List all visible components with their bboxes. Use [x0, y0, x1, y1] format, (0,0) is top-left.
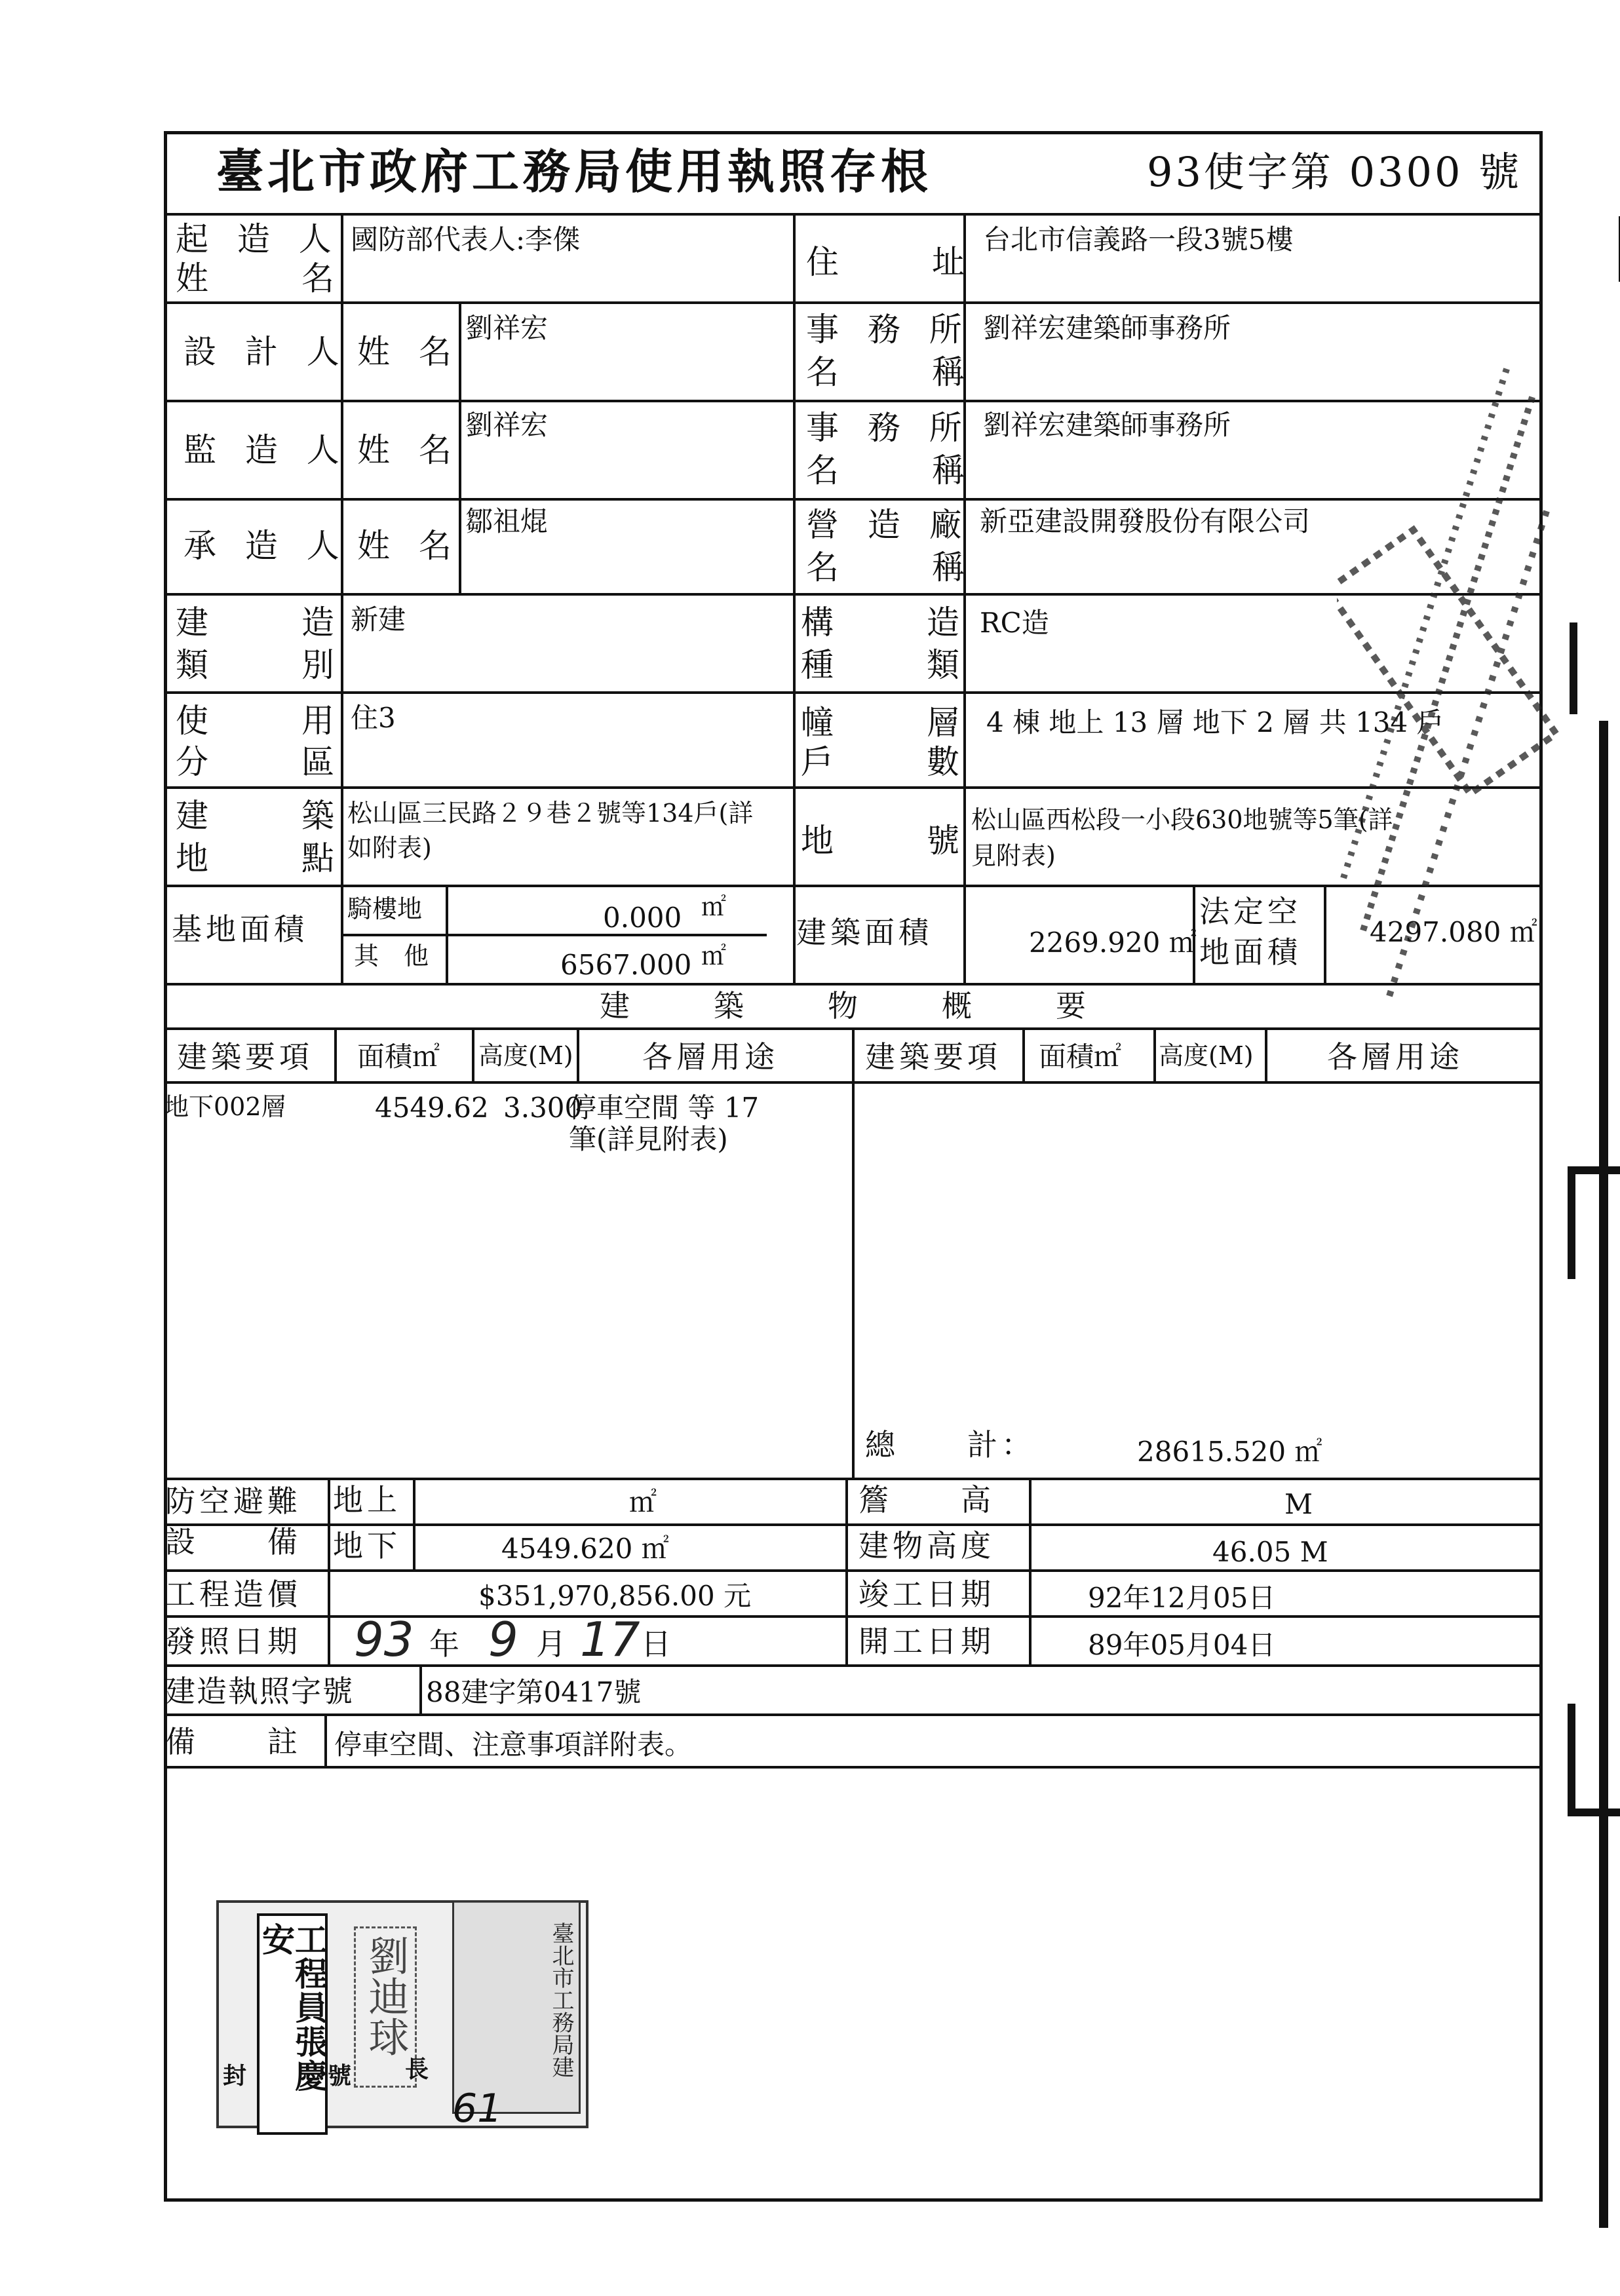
issue-month-suffix: 月 [536, 1626, 570, 1662]
col-line [413, 1478, 415, 1569]
col-line [328, 1478, 330, 1664]
lot-value-1: 松山區西松段一小段630地號等5筆(詳 [971, 805, 1393, 834]
other-area: 6567.000 [560, 949, 692, 981]
address-value: 台北市信義路一段3號5樓 [983, 223, 1294, 256]
supervisor-name: 劉祥宏 [465, 409, 549, 441]
right-edge-bar [1599, 721, 1608, 2228]
use-zone-value: 住3 [351, 702, 396, 734]
cost-label: 工程造價 [165, 1577, 301, 1612]
col-line [419, 1664, 422, 1713]
remarks-label: 備 註 [165, 1724, 301, 1759]
col-line [793, 213, 796, 983]
structure-label-2: 種 類 [801, 646, 969, 684]
build-type-value: 新建 [351, 603, 406, 636]
site-label-1: 建 築 [176, 797, 343, 835]
eave-value: M [1284, 1488, 1313, 1520]
designer-label: 設 計 人 [183, 333, 349, 371]
cost-value: $351,970,856.00 元 [478, 1580, 752, 1612]
row-line [164, 786, 1543, 789]
seal-initial: 61 [452, 2086, 503, 2132]
use-zone-label-2: 分 區 [176, 743, 343, 781]
floors-label-1: 幢 層 [801, 704, 969, 742]
issue-day: 17 [580, 1612, 640, 1667]
designer-office-label-2: 名 稱 [806, 353, 974, 391]
city-seal-text: 臺北市工務局建 [548, 1922, 574, 2078]
row-line [164, 1478, 1543, 1480]
company-label-2: 名 稱 [806, 548, 974, 586]
col-line [1029, 1478, 1032, 1664]
col-line [845, 1478, 848, 1664]
col-height-right: 高度(M) [1159, 1041, 1254, 1070]
col-area-left: 面積㎡ [357, 1041, 440, 1073]
floors-value: 4 棟 地上 13 層 地下 2 層 共 134 戶 [986, 706, 1444, 738]
builder-label-1: 起 造 人 [176, 220, 341, 258]
row-line [164, 498, 1543, 501]
col-area-right: 面積㎡ [1039, 1041, 1122, 1073]
floor-use-2: 筆(詳見附表) [569, 1123, 728, 1155]
floor-item: 地下002層 [164, 1092, 286, 1121]
builder-label-2: 姓 名 [176, 259, 343, 297]
col-item-right: 建築要項 [865, 1039, 1001, 1075]
engineer-stamp [257, 1913, 328, 2135]
floor-area: 4549.62 [375, 1092, 489, 1124]
other-unit: ㎡ [701, 942, 727, 970]
col-line [324, 1713, 327, 1766]
contractor-label: 承 造 人 [183, 527, 349, 565]
contractor-company: 新亞建設開發股份有限公司 [980, 505, 1311, 537]
designer-name: 劉祥宏 [465, 312, 549, 344]
col-line [1153, 1027, 1156, 1081]
edge-artifact [1570, 622, 1617, 714]
col-height-left: 高度(M) [478, 1041, 573, 1070]
total-label: 總 計： [865, 1427, 1035, 1463]
page-title: 臺北市政府工務局使用執照存根 [216, 144, 933, 199]
col-line [1265, 1027, 1267, 1081]
name-seal-text: 劉迪球 [362, 1935, 410, 2057]
shelter-label-2: 設 備 [165, 1524, 301, 1559]
floor-height: 3.300 [503, 1092, 583, 1124]
row-line [164, 983, 1543, 985]
col-line [852, 1027, 855, 1478]
contractor-name-label: 姓 名 [357, 527, 461, 565]
edge-artifact [1568, 1704, 1620, 1816]
issue-month: 9 [488, 1612, 518, 1667]
issue-year-suffix: 年 [429, 1626, 463, 1662]
supervisor-office-label-1: 事 務 所 [806, 409, 971, 447]
row-line [164, 1766, 1543, 1769]
edge-artifact [1568, 1166, 1620, 1279]
col-line [1324, 885, 1326, 983]
structure-value: RC造 [980, 607, 1049, 639]
eave-label: 簷 高 [858, 1482, 995, 1518]
structure-label-1: 構 造 [801, 603, 969, 641]
shelter-above-value: ㎡ [629, 1486, 657, 1518]
row-line [164, 593, 1543, 596]
builder-value: 國防部代表人:李傑 [351, 223, 581, 256]
bldg-height-label: 建物高度 [858, 1528, 995, 1563]
complete-date-value: 92年12月05日 [1088, 1582, 1276, 1614]
seal-left-char: 封 [223, 2062, 247, 2090]
row-line [164, 1569, 1543, 1572]
row-line [164, 301, 1543, 304]
row-line [341, 934, 767, 936]
shelter-above-label: 地上 [333, 1482, 401, 1518]
supervisor-label: 監 造 人 [183, 431, 349, 469]
complete-date-label: 竣工日期 [858, 1577, 995, 1612]
supervisor-office-label-2: 名 稱 [806, 451, 974, 489]
bldg-height-value: 46.05 M [1212, 1536, 1328, 1568]
issue-date-label: 發照日期 [165, 1624, 301, 1659]
floors-label-2: 戶 數 [801, 743, 969, 781]
contractor-name: 鄒祖焜 [465, 505, 549, 537]
edge-artifact [1566, 216, 1620, 282]
other-label: 其 他 [354, 942, 429, 970]
address-label: 住 址 [806, 243, 974, 281]
building-area-label: 建築面積 [796, 915, 933, 950]
start-date-label: 開工日期 [858, 1624, 995, 1659]
seal-mid-char: 號 [328, 2062, 352, 2090]
build-permit-value: 88建字第0417號 [426, 1676, 642, 1708]
col-line [472, 1027, 474, 1081]
row-line [164, 1713, 1543, 1716]
lot-label: 地 號 [801, 822, 969, 860]
designer-office: 劉祥宏建築師事務所 [983, 312, 1231, 344]
shelter-below-value: 4549.620 ㎡ [501, 1533, 669, 1565]
shelter-below-label: 地下 [333, 1528, 401, 1563]
arcade-unit: ㎡ [701, 892, 727, 921]
row-line [164, 400, 1543, 402]
build-type-label-2: 類 別 [176, 646, 343, 684]
building-area-value: 2269.920 ㎡ [1029, 927, 1197, 959]
site-value-1: 松山區三民路２９巷２號等134戶(詳 [347, 799, 754, 828]
site-label-2: 地 點 [176, 839, 343, 877]
arcade-label: 騎樓地 [347, 894, 423, 923]
build-type-label-1: 建 造 [176, 603, 343, 641]
open-space-label-2: 地面積 [1199, 934, 1302, 970]
col-line [446, 885, 448, 983]
col-line [334, 1027, 337, 1081]
site-value-2: 如附表) [347, 833, 432, 862]
row-line [164, 1523, 1543, 1526]
col-item-left: 建築要項 [177, 1039, 313, 1075]
seal-chief-char: 長 [405, 2056, 429, 2083]
use-zone-label-1: 使 用 [176, 702, 343, 740]
total-value: 28615.520 ㎡ [1137, 1436, 1322, 1468]
col-use-right: 各層用途 [1327, 1039, 1463, 1075]
col-line [1022, 1027, 1025, 1081]
engineer-stamp-text: 工程員張慶安 [257, 1923, 328, 2093]
open-space-value: 4297.080 ㎡ [1370, 916, 1537, 948]
row-line [164, 885, 1543, 887]
title-divider [164, 213, 1543, 216]
city-seal [452, 1900, 581, 2114]
issue-year: 93 [354, 1612, 414, 1667]
designer-name-label: 姓 名 [357, 333, 461, 371]
col-use-left: 各層用途 [642, 1039, 779, 1075]
shelter-label-1: 防空避難 [165, 1483, 301, 1519]
arcade-area: 0.000 [603, 902, 682, 934]
floor-use-1: 停車空間 等 17 [569, 1092, 760, 1124]
open-space-label-1: 法定空 [1199, 894, 1302, 929]
company-label-1: 營 造 廠 [806, 506, 971, 544]
overview-heading: 建 築 物 概 要 [600, 988, 1094, 1024]
base-area-label: 基地面積 [172, 911, 308, 947]
supervisor-office: 劉祥宏建築師事務所 [983, 409, 1231, 441]
start-date-value: 89年05月04日 [1088, 1629, 1276, 1661]
build-permit-label: 建造執照字號 [165, 1674, 354, 1709]
designer-office-label-1: 事 務 所 [806, 311, 971, 349]
diagonal-stamp [1337, 341, 1560, 1062]
row-line [164, 691, 1543, 694]
supervisor-name-label: 姓 名 [357, 431, 461, 469]
issue-day-suffix: 日 [641, 1626, 675, 1662]
remarks-value: 停車空間、注意事項詳附表。 [334, 1729, 693, 1761]
permit-number: 93使字第 0300 號 [1147, 148, 1522, 196]
col-line [577, 1027, 579, 1081]
lot-value-2: 見附表) [971, 841, 1056, 870]
